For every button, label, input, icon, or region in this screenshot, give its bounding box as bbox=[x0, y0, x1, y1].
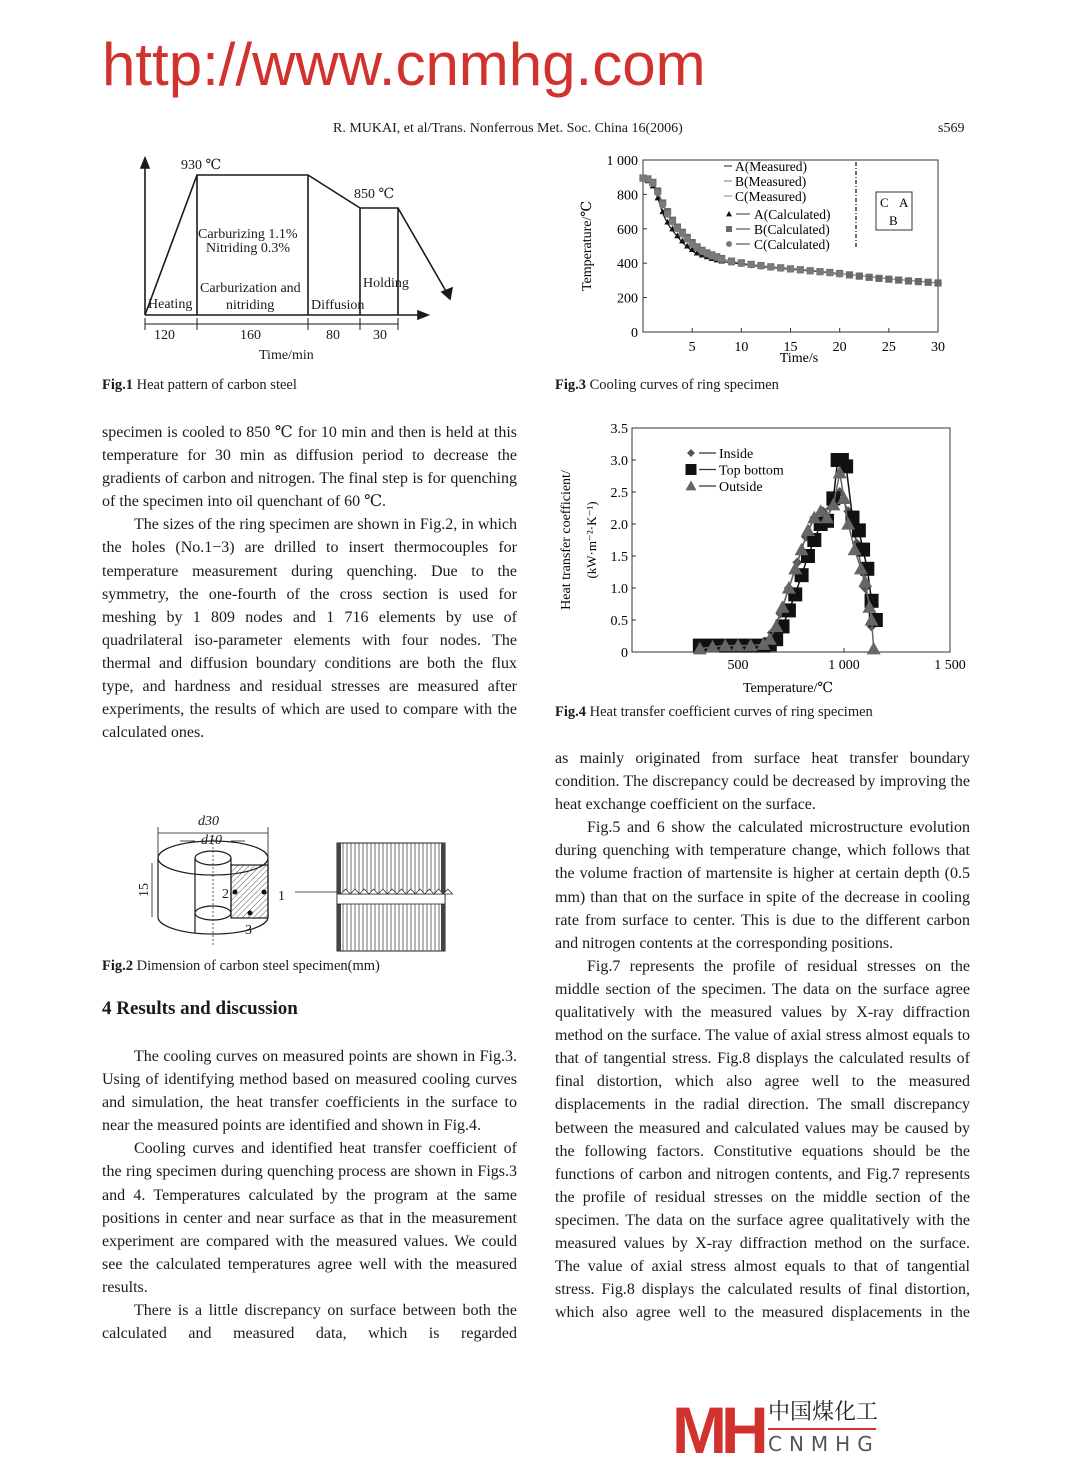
x-tick-label: 1 000 bbox=[828, 658, 860, 673]
left-column-text bbox=[102, 421, 517, 744]
y-tick-label: 2.5 bbox=[610, 486, 628, 501]
triangle-marker bbox=[726, 211, 732, 216]
legend-entry: A(Calculated) bbox=[754, 207, 831, 222]
y-tick-label: 2.0 bbox=[610, 518, 628, 533]
x-tick-label: 1 500 bbox=[934, 658, 966, 673]
x-tick-label: 20 bbox=[832, 340, 847, 355]
logo-mark: MH bbox=[672, 1393, 763, 1467]
hole-label-3: 3 bbox=[245, 923, 252, 938]
outer-diameter-label: d30 bbox=[198, 814, 219, 829]
paragraph: Fig.7 represents the profile of residual stresses on the middle section of the specimen. The data on the surface agree qualitatively with the measured values by X-ray diffraction method on the surface. The value of axial stress almost equals to that of tangential stress. Fig.8 displays the calculated results of final distortion, which also agree well to the measured displacements in the radial direction. The small discrepancy between the measured and calculated values may be caused by the following factors. Constitutive equations should be the functions of carbon and nitrogen contents, and Fig.7 represents the profile of residual stresses on the middle section of the specimen. The data on the surface agree qualitatively with the measured values by X-ray diffraction method on the surface. The value of axial stress almost equals to that of tangential stress. Fig.8 displays the calculated results of final distortion, which also agree well to the measured displacements in the bbox=[555, 957, 970, 1322]
square-marker bbox=[925, 279, 932, 286]
fig3-label: Fig.3 bbox=[555, 377, 587, 393]
circle-marker bbox=[748, 261, 755, 268]
x-tick-label: 15 bbox=[783, 340, 798, 355]
mesh-element bbox=[341, 889, 350, 894]
square-marker bbox=[686, 464, 697, 475]
stage-holding: Holding bbox=[363, 276, 409, 291]
fig1-caption-text: Heat pattern of carbon steel bbox=[136, 377, 297, 393]
triangle-marker bbox=[867, 642, 881, 655]
paragraph: The sizes of the ring specimen are shown in Fig.2, in which the holes (No.1−3) are drilled to insert thermocouples for temperature measurement during quenching. Due to the symmetry, the one-fourth of the cross section is used for meshing by 1 809 nodes and 1 716 elements by use of quadrilateral iso-parameter elements with four nodes. The thermal and diffusion boundary conditions are both the flux type, and hardness and residual stresses are measured after experiments, the results of which are used to compare with the calculated ones. bbox=[102, 516, 517, 742]
y-origin-label: 0 bbox=[631, 326, 638, 341]
duration-holding: 30 bbox=[373, 328, 387, 343]
plot-frame bbox=[632, 428, 950, 652]
logo-divider bbox=[768, 1428, 876, 1430]
y-tick-label: 1 000 bbox=[606, 154, 638, 169]
legend-entry: C(Measured) bbox=[735, 189, 807, 204]
inset-label-c: C bbox=[880, 195, 889, 210]
circle-marker bbox=[726, 241, 732, 247]
y-tick-label: 600 bbox=[617, 222, 638, 238]
square-marker bbox=[915, 278, 922, 285]
circle-marker bbox=[654, 189, 661, 196]
paragraph: specimen is cooled to 850 ℃ for 10 min and then is held at this temperature for 30 min as diffusion period to decrease the gradients of carbon and nitrogen. The final step is for quenching of the specimen into oil quenchant of 60 ℃. bbox=[102, 424, 517, 511]
paragraph: Cooling curves and identified heat transfer coefficient of the ring specimen during quenching process are shown in Figs.3 and 4. Temperatures calculated by the program at the same positions in center and near surface as that in the measurement experiment are compared with the measured values. We could see the calculated temperatures agree well with the measured results. bbox=[102, 1140, 517, 1296]
page-number: s569 bbox=[938, 121, 965, 136]
cnmhg-logo bbox=[672, 1393, 882, 1467]
right-column-text bbox=[555, 747, 970, 1324]
running-title: R. MUKAI, et al/Trans. Nonferrous Met. Soc. China 16(2006) bbox=[333, 121, 683, 136]
mesh-element bbox=[406, 889, 415, 894]
logo-en-text: CNMHG bbox=[768, 1432, 880, 1456]
fig2-label: Fig.2 bbox=[102, 958, 134, 974]
triangle-marker bbox=[858, 575, 872, 588]
square-marker bbox=[866, 274, 873, 281]
duration-diffusion: 80 bbox=[326, 328, 340, 343]
fig4-label: Fig.4 bbox=[555, 704, 587, 720]
triangle-marker bbox=[801, 523, 815, 536]
circle-marker bbox=[659, 201, 666, 208]
fig4-caption bbox=[555, 704, 873, 721]
x-tick-label: 25 bbox=[881, 340, 896, 355]
mesh-element bbox=[369, 889, 378, 894]
hole-2-marker bbox=[233, 890, 238, 895]
fe-mesh-drawing bbox=[295, 843, 453, 951]
logo-cn-text: 中国煤化工 bbox=[768, 1400, 879, 1425]
circle-marker bbox=[767, 264, 774, 271]
paragraph: as mainly originated from surface heat transfer boundary condition. The discrepancy could be decreased by improving the heat exchange coefficient on the surface. bbox=[555, 750, 970, 814]
fig1-label: Fig.1 bbox=[102, 377, 134, 393]
paragraph: Fig.5 and 6 show the calculated microstructure evolution during quenching with temperature change, which follows that the volume fraction of martensite is higher at certain depth (0.5 mm) than that on the surface in spite of the decrease in cooling rate from surface to center. This is due to the different carbon and nitrogen contents at the corresponding positions. bbox=[555, 819, 970, 952]
y-axis-label-line2: (kW·m⁻²·K⁻¹) bbox=[584, 501, 599, 579]
circle-marker bbox=[816, 268, 823, 275]
triangle-marker bbox=[686, 481, 697, 491]
y-tick-label: 800 bbox=[617, 188, 638, 204]
hole-1-marker bbox=[262, 890, 267, 895]
legend-entry: A(Measured) bbox=[735, 159, 807, 174]
legend-entry: B(Calculated) bbox=[754, 222, 830, 237]
legend-entry: C(Calculated) bbox=[754, 237, 830, 252]
fig2-caption bbox=[102, 958, 380, 975]
square-marker bbox=[934, 279, 941, 286]
square-marker bbox=[846, 271, 853, 278]
circle-marker bbox=[738, 260, 745, 267]
stage-diffusion: Diffusion bbox=[311, 298, 365, 313]
circle-marker bbox=[826, 269, 833, 276]
square-marker bbox=[856, 273, 863, 280]
circle-marker bbox=[728, 258, 735, 265]
temp-850-label: 850 ℃ bbox=[354, 187, 395, 202]
legend-entry: Inside bbox=[719, 447, 754, 462]
square-marker bbox=[875, 275, 882, 282]
fig4-caption-text: Heat transfer coefficient curves of ring specimen bbox=[589, 704, 873, 720]
mesh-element bbox=[388, 889, 397, 894]
fig3-caption bbox=[555, 377, 779, 394]
fig2-caption-text: Dimension of carbon steel specimen(mm) bbox=[136, 958, 380, 974]
inset-label-b: B bbox=[889, 213, 898, 228]
x-tick-label: 30 bbox=[931, 340, 945, 355]
circle-marker bbox=[797, 266, 804, 273]
circle-marker bbox=[718, 256, 725, 263]
square-marker bbox=[885, 276, 892, 283]
x-tick-label: 5 bbox=[688, 340, 696, 355]
duration-carburization: 160 bbox=[240, 328, 261, 343]
circle-marker bbox=[757, 262, 764, 269]
y-tick-label: 0.5 bbox=[610, 614, 628, 629]
inset-label-a: A bbox=[899, 195, 909, 210]
mesh-element bbox=[360, 889, 369, 894]
height-label: 15 bbox=[137, 883, 152, 897]
y-axis-label-line1: Heat transfer coefficient/ bbox=[559, 470, 574, 610]
triangle-marker bbox=[782, 581, 796, 594]
left-column-section-text bbox=[102, 1045, 517, 1345]
circle-marker bbox=[649, 180, 656, 187]
legend-entry: Top bottom bbox=[719, 463, 784, 479]
y-tick-label: 1.5 bbox=[610, 550, 628, 565]
legend-entry: B(Measured) bbox=[735, 174, 807, 189]
mesh-element bbox=[397, 889, 406, 894]
triangle-marker bbox=[795, 543, 809, 556]
y-tick-label: 0 bbox=[621, 646, 628, 661]
mesh-refined-band bbox=[337, 894, 445, 904]
diamond-marker bbox=[687, 449, 695, 457]
x-axis-label: Time/min bbox=[259, 348, 314, 363]
temp-930-label: 930 ℃ bbox=[181, 158, 222, 173]
section-heading: 4 Results and discussion bbox=[102, 998, 298, 1019]
hole-label-2: 2 bbox=[222, 887, 229, 902]
mesh-element bbox=[425, 889, 434, 894]
duration-heating: 120 bbox=[154, 328, 175, 343]
stage-carburization: Carburization and bbox=[200, 281, 301, 296]
fig3-caption-text: Cooling curves of ring specimen bbox=[589, 377, 779, 393]
circle-marker bbox=[807, 267, 814, 274]
carburizing-label: Carburizing 1.1% bbox=[198, 227, 298, 242]
url-watermark: http://www.cnmhg.com bbox=[102, 31, 706, 98]
hole-3-marker bbox=[248, 911, 253, 916]
y-tick-label: 400 bbox=[617, 257, 638, 273]
circle-marker bbox=[664, 211, 671, 218]
stage-nitriding: nitriding bbox=[226, 298, 275, 313]
square-marker bbox=[895, 276, 902, 283]
square-marker bbox=[726, 226, 732, 232]
nitriding-label: Nitriding 0.3% bbox=[206, 241, 290, 256]
y-axis-label: Temperature/℃ bbox=[580, 200, 595, 292]
hole-label-1: 1 bbox=[278, 889, 285, 904]
circle-marker bbox=[787, 265, 794, 272]
paragraph: There is a little discrepancy on surface between both the calculated and measured data, which is regarded bbox=[102, 1302, 517, 1343]
circle-marker bbox=[669, 218, 676, 225]
stage-heating: Heating bbox=[148, 297, 193, 312]
x-axis-label: Time/s bbox=[779, 351, 819, 366]
circle-marker bbox=[777, 265, 784, 272]
fig2-specimen-diagram bbox=[100, 805, 460, 955]
fig1-caption bbox=[102, 377, 297, 394]
mesh-element bbox=[350, 889, 359, 894]
square-marker bbox=[905, 277, 912, 284]
y-tick-label: 3.0 bbox=[610, 454, 628, 469]
x-tick-label: 500 bbox=[727, 658, 749, 673]
mesh-element bbox=[378, 889, 387, 894]
x-tick-label: 10 bbox=[734, 340, 749, 355]
y-tick-label: 1.0 bbox=[610, 582, 628, 597]
y-tick-label: 3.5 bbox=[610, 422, 628, 437]
circle-marker bbox=[836, 270, 843, 277]
square-marker bbox=[852, 523, 866, 537]
y-tick-label: 200 bbox=[617, 291, 638, 307]
inner-diameter-label: d10 bbox=[201, 833, 222, 848]
paragraph: The cooling curves on measured points are shown in Fig.3. Using of identifying method based on measured cooling curves and simulation, the heat transfer coefficients in the surface to near the measured points are identified and shown in Fig.4. bbox=[102, 1048, 517, 1135]
legend-entry: Outside bbox=[719, 480, 763, 495]
x-axis-label: Temperature/℃ bbox=[742, 681, 834, 696]
